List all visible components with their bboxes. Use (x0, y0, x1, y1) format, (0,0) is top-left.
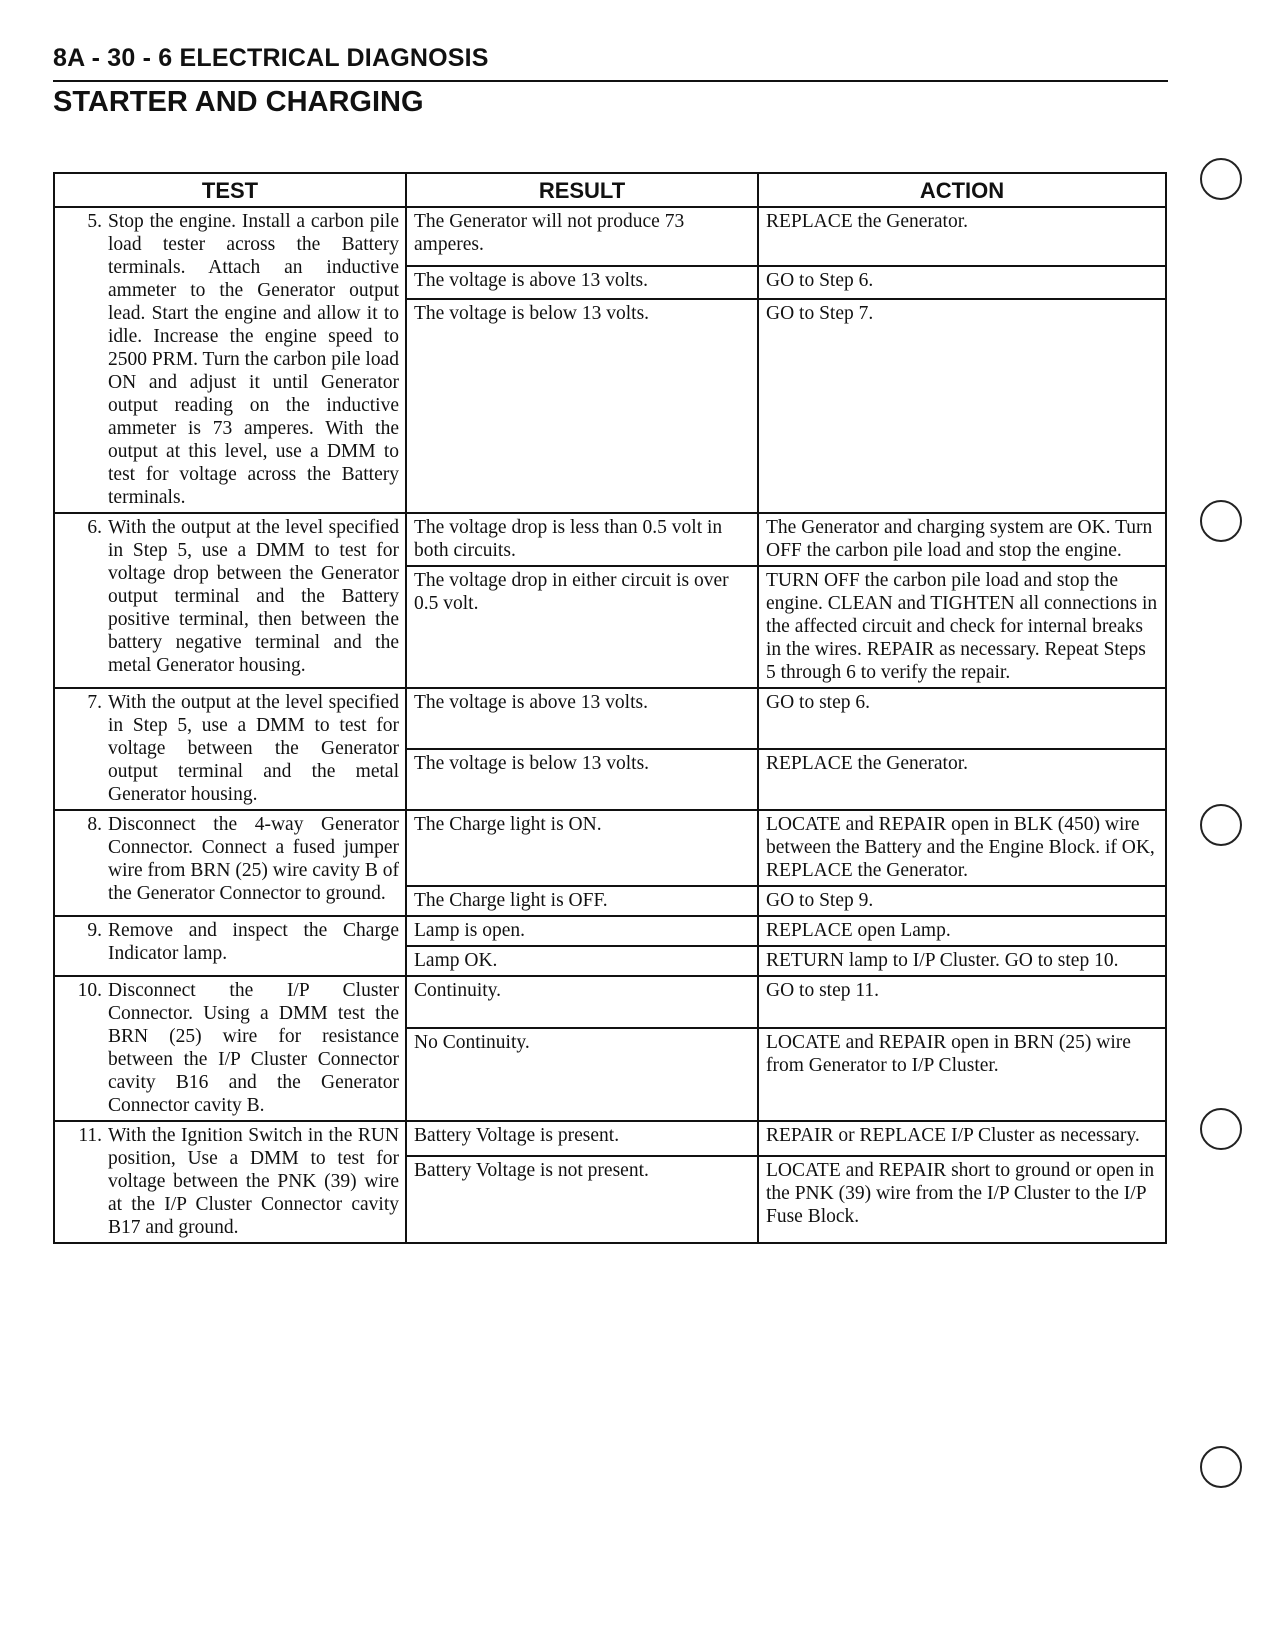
result-cell: The voltage is below 13 volts. (406, 299, 758, 513)
binder-hole-icon (1200, 1108, 1242, 1150)
action-cell: RETURN lamp to I/P Cluster. GO to step 10. (758, 946, 1166, 976)
page-header (53, 44, 1168, 118)
binder-hole-icon (1200, 804, 1242, 846)
binder-hole-icon (1200, 158, 1242, 200)
test-text: Disconnect the 4-way Generator Connector. Connect a fused jumper wire from BRN (25) wire cavity B of the Generator Connector to ground. (108, 814, 399, 904)
test-cell (54, 810, 406, 916)
table-row (54, 916, 1166, 946)
test-text: Stop the engine. Install a carbon pile load tester across the Battery terminals. Attach an inductive ammeter to the Generator output lead. Start the engine and allow it to idle. Increase the engine speed to 2500 PRM. Turn the carbon pile load ON and adjust it until Generator output reading on the inductive ammeter is 73 amperes. With the output at this level, use a DMM to test for voltage across the Battery terminals. (108, 211, 399, 508)
result-cell: The Charge light is ON. (406, 810, 758, 886)
page-title: STARTER AND CHARGING (53, 86, 424, 118)
step-number: 5. (87, 211, 102, 232)
result-cell: The voltage is above 13 volts. (406, 688, 758, 749)
action-cell: The Generator and charging system are OK. Turn OFF the carbon pile load and stop the engine. (758, 513, 1166, 566)
table-row (54, 1121, 1166, 1156)
table-row (54, 976, 1166, 1028)
test-cell (54, 916, 406, 976)
result-cell: The voltage is below 13 volts. (406, 749, 758, 810)
action-cell: GO to step 11. (758, 976, 1166, 1028)
result-cell: Lamp OK. (406, 946, 758, 976)
step-number: 7. (87, 692, 102, 713)
table-row (54, 207, 1166, 266)
table-row (54, 810, 1166, 886)
test-cell (54, 688, 406, 810)
test-cell (54, 207, 406, 513)
table-header-row (54, 173, 1166, 207)
result-cell: The voltage drop is less than 0.5 volt in both circuits. (406, 513, 758, 566)
action-cell: LOCATE and REPAIR open in BRN (25) wire from Generator to I/P Cluster. (758, 1028, 1166, 1121)
action-cell: LOCATE and REPAIR short to ground or open in the PNK (39) wire from the I/P Cluster to the I/P Fuse Block. (758, 1156, 1166, 1243)
section-heading: 8A - 30 - 6 ELECTRICAL DIAGNOSIS (53, 44, 489, 72)
test-text: Disconnect the I/P Cluster Connector. Using a DMM test the BRN (25) wire for resistance between the I/P Cluster Connector cavity B16 and the Generator Connector cavity B. (108, 980, 399, 1116)
result-cell: The Charge light is OFF. (406, 886, 758, 916)
result-cell: Lamp is open. (406, 916, 758, 946)
action-cell: LOCATE and REPAIR open in BLK (450) wire between the Battery and the Engine Block. if OK, REPLACE the Generator. (758, 810, 1166, 886)
test-text: With the output at the level specified in Step 5, use a DMM to test for voltage between the Generator output terminal and the metal Generator housing. (108, 692, 399, 805)
action-cell: GO to Step 7. (758, 299, 1166, 513)
step-number: 11. (78, 1125, 102, 1146)
binder-hole-icon (1200, 500, 1242, 542)
binder-hole-icon (1200, 1446, 1242, 1488)
header-rule (53, 80, 1168, 82)
table-row (54, 513, 1166, 566)
test-cell (54, 976, 406, 1121)
step-number: 9. (87, 920, 102, 941)
diagnosis-table (53, 172, 1167, 1244)
action-cell: REPAIR or REPLACE I/P Cluster as necessary. (758, 1121, 1166, 1156)
table-row (54, 688, 1166, 749)
test-text: Remove and inspect the Charge Indicator lamp. (108, 920, 399, 964)
result-cell: The Generator will not produce 73 amperes. (406, 207, 758, 266)
result-cell: Battery Voltage is not present. (406, 1156, 758, 1243)
result-cell: No Continuity. (406, 1028, 758, 1121)
step-number: 10. (77, 980, 102, 1001)
step-number: 8. (87, 814, 102, 835)
action-cell: GO to Step 6. (758, 266, 1166, 299)
test-text: With the Ignition Switch in the RUN position, Use a DMM to test for voltage between the PNK (39) wire at the I/P Cluster Connector cavity B17 and ground. (108, 1125, 399, 1238)
result-cell: The voltage drop in either circuit is over 0.5 volt. (406, 566, 758, 688)
test-text: With the output at the level specified in Step 5, use a DMM to test for voltage drop between the Generator output terminal and the Battery positive terminal, then between the battery negative terminal and the metal Generator housing. (108, 517, 399, 676)
result-cell: Continuity. (406, 976, 758, 1028)
action-cell: REPLACE the Generator. (758, 749, 1166, 810)
result-cell: Battery Voltage is present. (406, 1121, 758, 1156)
action-cell: REPLACE open Lamp. (758, 916, 1166, 946)
column-header-action: ACTION (758, 173, 1166, 207)
test-cell (54, 513, 406, 688)
action-cell: TURN OFF the carbon pile load and stop the engine. CLEAN and TIGHTEN all connections in the affected circuit and check for internal breaks in the wires. REPAIR as necessary. Repeat Steps 5 through 6 to verify the repair. (758, 566, 1166, 688)
column-header-result: RESULT (406, 173, 758, 207)
column-header-test: TEST (54, 173, 406, 207)
step-number: 6. (87, 517, 102, 538)
action-cell: REPLACE the Generator. (758, 207, 1166, 266)
action-cell: GO to step 6. (758, 688, 1166, 749)
action-cell: GO to Step 9. (758, 886, 1166, 916)
test-cell (54, 1121, 406, 1243)
result-cell: The voltage is above 13 volts. (406, 266, 758, 299)
